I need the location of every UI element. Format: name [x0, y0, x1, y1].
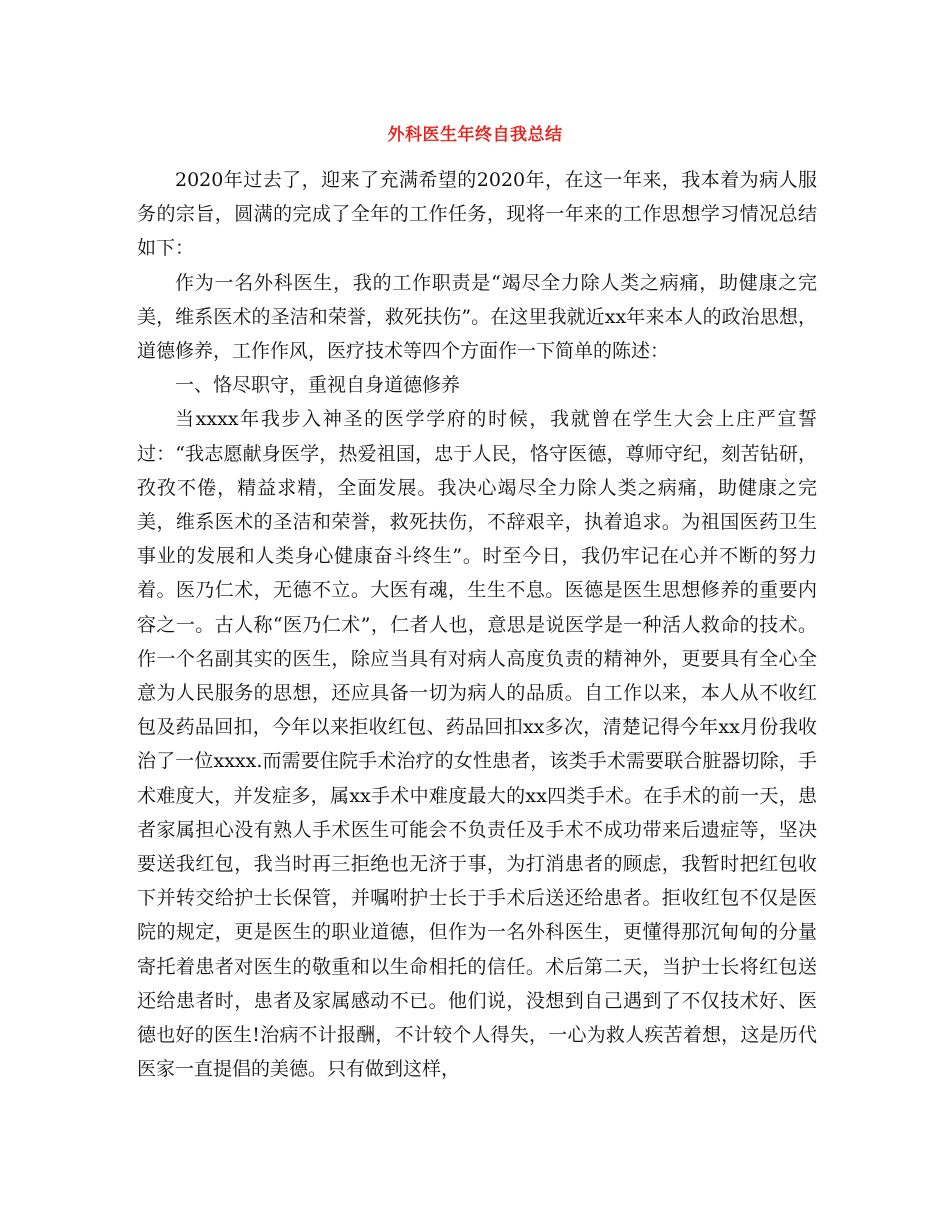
document-body [137, 163, 817, 1086]
section-heading-1: 一、恪尽职守，重视自身道德修养 [175, 374, 461, 397]
paragraph-ethics: 当xxxx年我步入神圣的医学学府的时候，我就曾在学生大会上庄严宣誓过：“我志愿献身医学，热爱祖国，忠于人民，恪守医德，尊师守纪，刻苦钻研，孜孜不倦，精益求精，全面发展。我决心竭尽全力除人类之病痛，助健康之完美，维系医术的圣洁和荣誉，救死扶伤，不辞艰辛，执着追求。为祖国医药卫生事业的发展和人类身心健康奋斗终生”。时至今日，我仍牢记在心并不断的努力着。医乃仁术，无德不立。大医有魂，生生不息。医德是医生思想修养的重要内容之一。古人称“医乃仁术”，仁者人也，意思是说医学是一种活人救命的技术。作一个名副其实的医生，除应当具有对病人高度负责的精神外，更要具有全心全意为人民服务的思想，还应具备一切为病人的品质。自工作以来，本人从不收红包及药品回扣，今年以来拒收红包、药品回扣xx多次，清楚记得今年xx月份我收治了一位xxxx.而需要住院手术治疗的女性患者，该类手术需要联合脏器切除，手术难度大，并发症多，属xx手术中难度最大的xx四类手术。在手术的前一天，患者家属担心没有熟人手术医生可能会不负责任及手术不成功带来后遗症等，坚决要送我红包，我当时再三拒绝也无济于事，为打消患者的顾虑，我暂时把红包收下并转交给护士长保管，并嘱咐护士长于手术后送还给患者。拒收红包不仅是医院的规定，更是医生的职业道德，但作为一名外科医生，更懂得那沉甸甸的分量寄托着患者对医生的敬重和以生命相托的信任。术后第二天，当护士长将红包送还给患者时，患者及家属感动不已。他们说，没想到自己遇到了不仅技术好、医德也好的医生!治病不计报酬，不计较个人得失，一心为救人疾苦着想，这是历代医家一直提倡的美德。只有做到这样， [137, 408, 817, 1081]
paragraph-duty: 作为一名外科医生，我的工作职责是“竭尽全力除人类之病痛，助健康之完美，维系医术的圣洁和荣誉，救死扶伤”。在这里我就近xx年来本人的政治思想，道德修养，工作作风，医疗技术等四个方面作一下简单的陈述： [137, 271, 817, 363]
document-title: 外科医生年终自我总结 [387, 125, 563, 145]
paragraph-intro: 2020年过去了，迎来了充满希望的2020年，在这一年来，我本着为病人服务的宗旨，圆满的完成了全年的工作任务，现将一年来的工作思想学习情况总结如下： [137, 169, 817, 260]
